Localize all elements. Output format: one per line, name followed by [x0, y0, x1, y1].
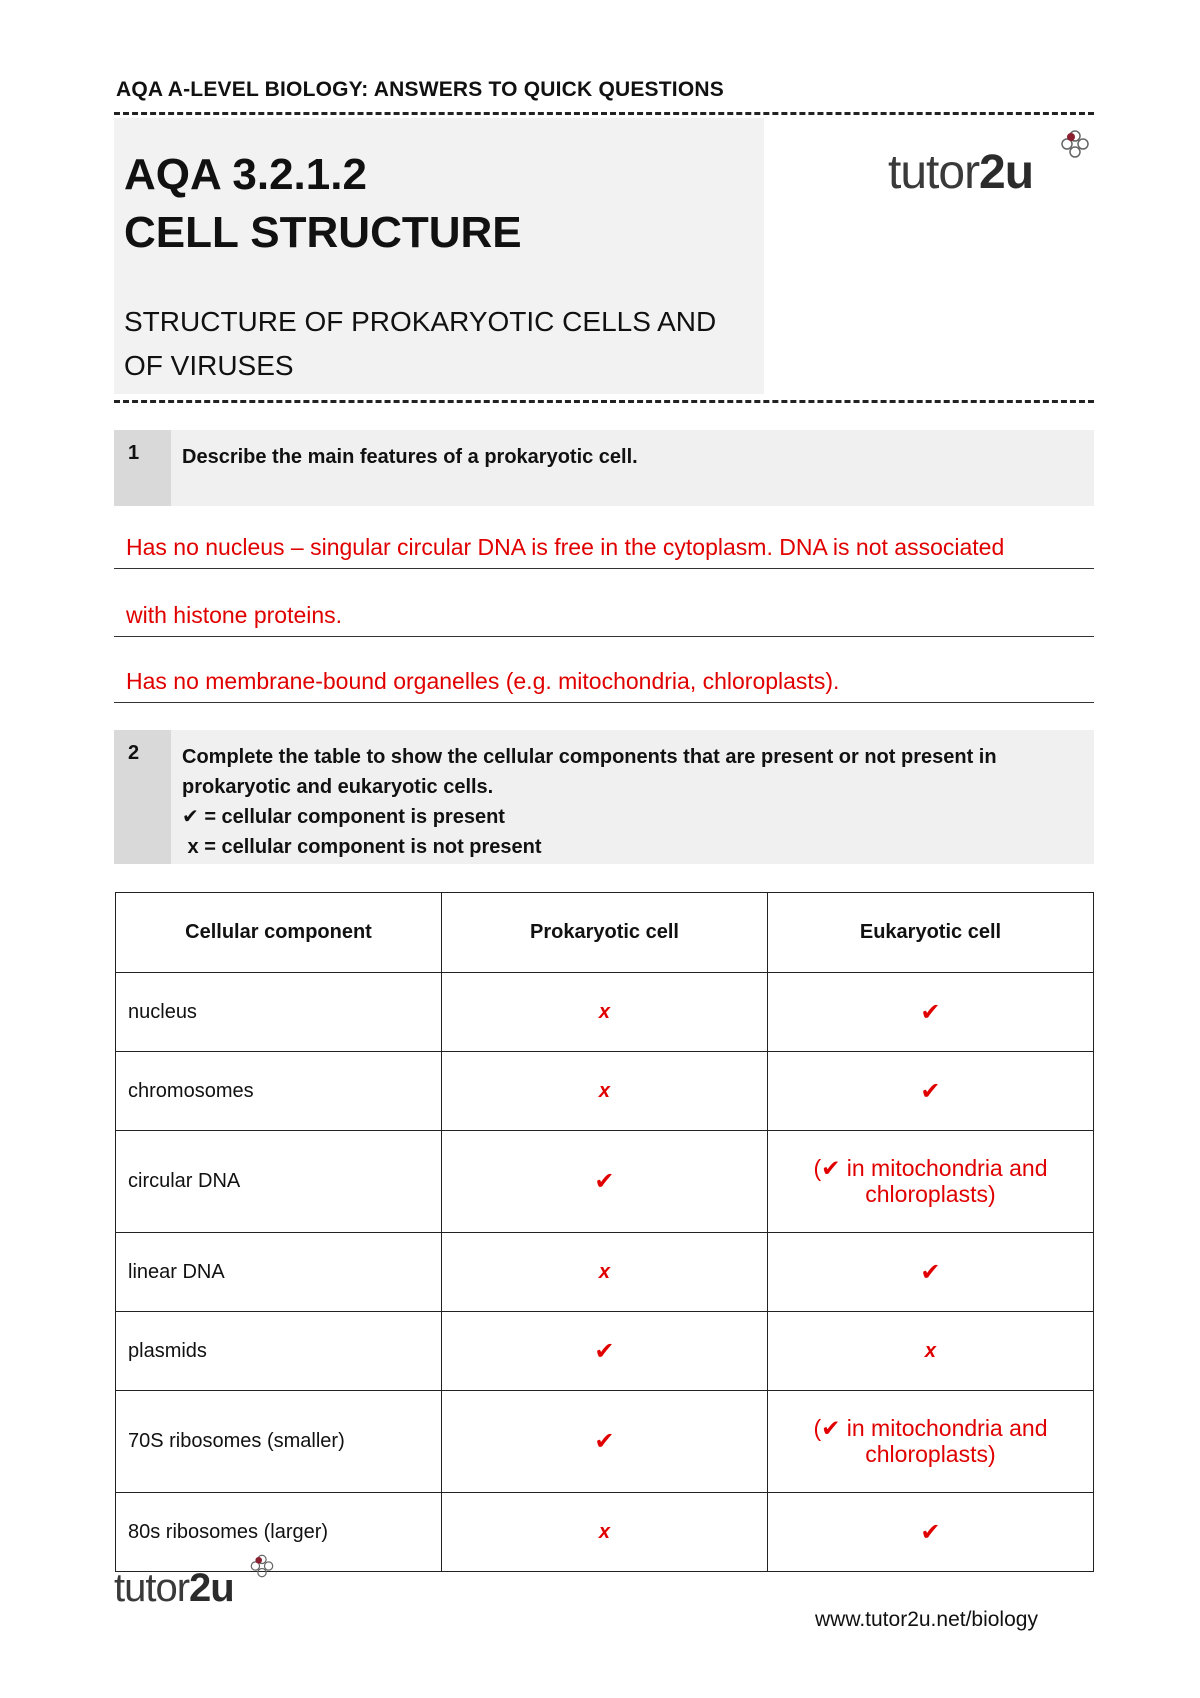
table-row — [116, 1391, 1094, 1493]
eukaryotic-note: (✔ in mitochondria and chloroplasts) — [813, 1414, 1048, 1467]
prokaryotic-mark: x — [598, 1000, 611, 1023]
answer-rule-1 — [114, 568, 1094, 569]
table-row — [116, 1312, 1094, 1391]
footer-logo-text-part1: tutor — [114, 1566, 190, 1610]
answer-1-line-2: with histone proteins. — [126, 602, 343, 628]
logo-text-part2: 2u — [979, 146, 1034, 199]
eukaryotic-mark: x — [924, 1339, 937, 1362]
logo-flower-icon — [1058, 127, 1092, 161]
question-1-box — [114, 430, 1094, 506]
table-row — [116, 1131, 1094, 1233]
eukaryotic-mark: ✔ — [920, 1518, 941, 1546]
logo-text-part1: tutor — [888, 146, 980, 199]
answer-rule-3 — [114, 702, 1094, 703]
column-header-prokaryotic: Prokaryotic cell — [442, 893, 768, 973]
prokaryotic-mark: x — [598, 1079, 611, 1102]
column-header-component: Cellular component — [116, 893, 442, 973]
question-2-legend-present: ✔ = cellular component is present — [182, 806, 505, 828]
component-name: plasmids — [116, 1312, 442, 1391]
footer-url[interactable]: www.tutor2u.net/biology — [815, 1608, 1038, 1631]
component-name: circular DNA — [116, 1131, 442, 1233]
component-name: 80s ribosomes (larger) — [116, 1493, 442, 1572]
footer-tutor2u-logo — [114, 1566, 234, 1611]
cell-components-table — [115, 892, 1094, 1572]
question-1-number-cell — [114, 430, 171, 506]
component-name: linear DNA — [116, 1233, 442, 1312]
prokaryotic-mark: ✔ — [594, 1168, 615, 1195]
prokaryotic-mark: ✔ — [594, 1337, 615, 1365]
table-row — [116, 1233, 1094, 1312]
prokaryotic-mark: x — [598, 1260, 611, 1283]
tutor2u-logo — [888, 145, 1033, 200]
answer-1-line-1: Has no nucleus – singular circular DNA is free in the cytoplasm. DNA is not associated — [126, 534, 1005, 560]
prokaryotic-mark: x — [598, 1520, 611, 1543]
question-2-number-cell — [114, 730, 171, 864]
page-title: CELL STRUCTURE — [124, 208, 522, 257]
question-2-text — [182, 742, 1082, 862]
question-2-line-1: Complete the table to show the cellular components that are present or not present in — [182, 746, 997, 768]
header-divider — [114, 112, 1094, 115]
eukaryotic-mark: ✔ — [920, 1077, 941, 1105]
question-2-line-2: prokaryotic and eukaryotic cells. — [182, 776, 494, 798]
eukaryotic-mark: ✔ — [920, 1258, 941, 1286]
column-header-eukaryotic: Eukaryotic cell — [767, 893, 1093, 973]
component-name: chromosomes — [116, 1052, 442, 1131]
document-header: AQA A-LEVEL BIOLOGY: ANSWERS TO QUICK QUESTIONS — [116, 78, 724, 101]
eukaryotic-mark: ✔ — [920, 998, 941, 1026]
question-1-text: Describe the main features of a prokaryotic cell. — [182, 446, 638, 468]
table-row — [116, 1052, 1094, 1131]
question-2-number: 2 — [128, 742, 140, 764]
eukaryotic-note: (✔ in mitochondria and chloroplasts) — [813, 1154, 1048, 1207]
footer-logo-flower-icon — [248, 1552, 276, 1580]
footer-logo-text-part2: 2u — [189, 1566, 234, 1610]
question-2-legend-absent: x = cellular component is not present — [182, 836, 542, 858]
title-block — [124, 146, 522, 262]
answer-1-line-3: Has no membrane-bound organelles (e.g. mitochondria, chloroplasts). — [126, 668, 840, 694]
spec-code: AQA 3.2.1.2 — [124, 150, 367, 199]
prokaryotic-mark: ✔ — [594, 1428, 615, 1455]
question-2-box — [114, 730, 1094, 864]
component-name: 70S ribosomes (smaller) — [116, 1391, 442, 1493]
page-subtitle: STRUCTURE OF PROKARYOTIC CELLS AND OF VIRUSES — [124, 306, 717, 381]
title-divider — [114, 400, 1094, 403]
table-row — [116, 973, 1094, 1052]
answer-rule-2 — [114, 636, 1094, 637]
component-name: nucleus — [116, 973, 442, 1052]
question-1-number: 1 — [128, 442, 140, 464]
table-header-row — [116, 893, 1094, 973]
